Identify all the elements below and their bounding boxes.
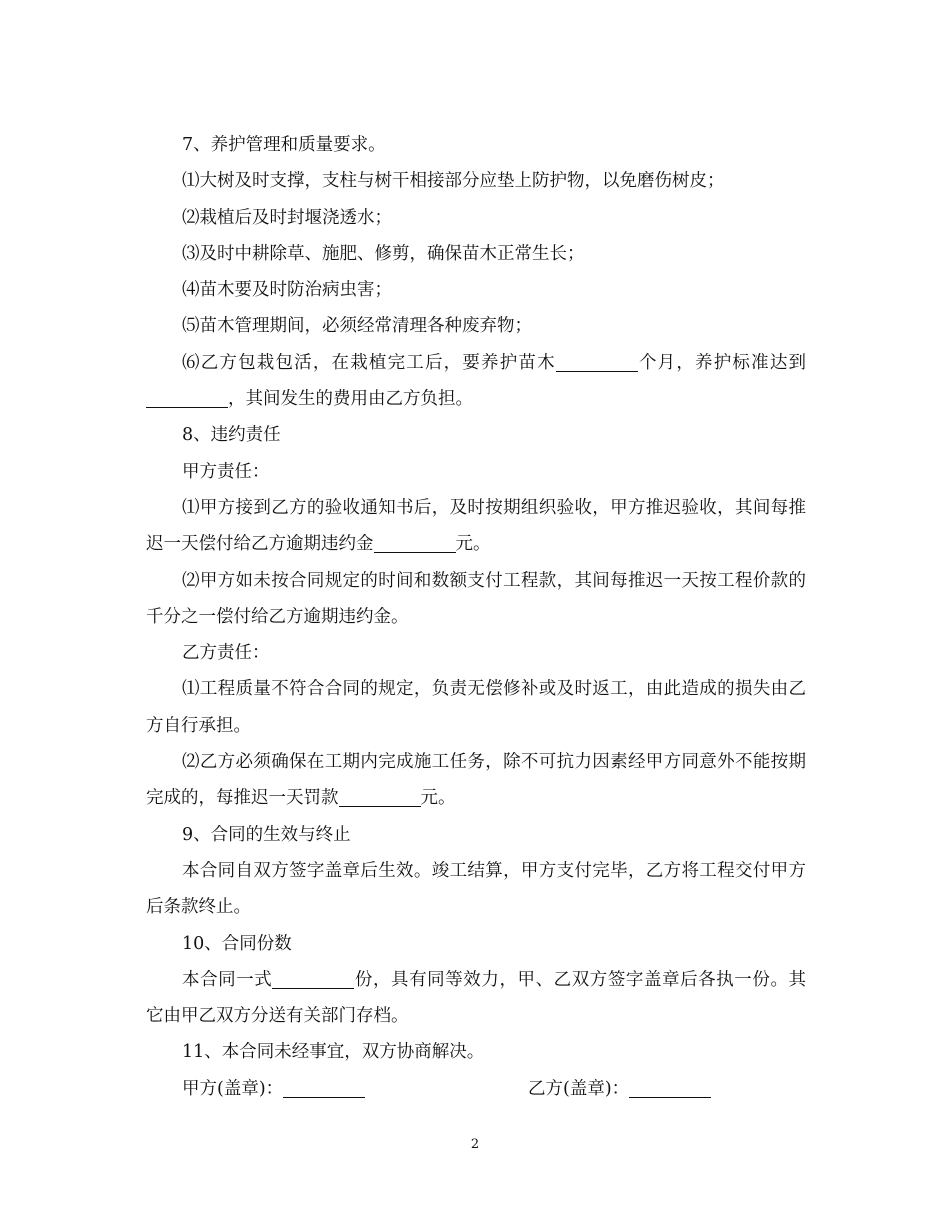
section-9-text: 本合同自双方签字盖章后生效。竣工结算，甲方支付完毕，乙方将工程交付甲方后条款终止。 [146,860,806,918]
section-11-text: 11、本合同未经事宜，双方协商解决。 [182,1042,485,1063]
section-7-item-2: ⑵栽植后及时封堰浇透水； [182,207,392,228]
party-a-signature-blank [283,1077,365,1098]
party-a-responsibility-title: 甲方责任： [182,461,270,482]
section-8-title: 8、违约责任 [182,425,281,446]
section-7-title: 7、养护管理和质量要求。 [182,135,386,155]
section-10-text-2: 份，具有同等效力，甲、乙双方签字盖章后各执一份。其它由甲乙双方分送有关部门存档。 [146,969,807,1027]
item-6-text-3: ，其间发生的费用由乙方负担。 [228,389,473,410]
section-7-item-3: ⑶及时中耕除草、施肥、修剪，确保苗木正常生长； [182,243,585,264]
party-b-item-2-text: ⑵乙方必须确保在工期内完成施工任务，除不可抗力因素经甲方同意外不能按期完成的，每推迟一天罚款 [146,752,806,809]
fill-blank-delay-fine [339,786,421,807]
party-b-item-1: ⑴工程质量不符合合同的规定，负责无偿修补或及时返工，由此造成的损失由乙方自行承担。 [146,679,806,736]
party-a-item-1 [146,490,806,563]
party-b-item-2 [146,744,806,817]
party-a-item-1-unit: 元。 [455,534,491,555]
party-b-seal-label: 乙方(盖章)： [528,1078,630,1099]
fill-blank-maintenance-months [556,351,638,372]
item-6-text-1: ⑹乙方包栽包活，在栽植完工后，要养护苗木 [182,352,556,373]
party-a-item-2: ⑵甲方如未按合同规定的时间和数额支付工程款，其间每推迟一天按工程价款的千分之一偿付给乙方逾期违约金。 [146,570,806,627]
signature-row [146,1071,806,1107]
party-a-signature [182,1071,365,1107]
party-b-responsibility-title: 乙方责任： [182,643,270,664]
section-10-title: 10、合同份数 [182,933,292,954]
section-7-item-4: ⑷苗木要及时防治病虫害； [182,280,392,301]
page-number: 2 [470,1137,480,1152]
party-b-signature [528,1071,711,1107]
party-a-seal-label: 甲方(盖章)： [182,1078,284,1099]
section-7-item-5: ⑸苗木管理期间，必须经常清理各种废弃物； [182,316,532,337]
section-9-title: 9、合同的生效与终止 [182,824,351,845]
section-7-item-6 [146,345,806,418]
fill-blank-late-acceptance-penalty [374,532,456,553]
section-10-text [146,962,806,1035]
section-7-item-1: ⑴大树及时支撑，支柱与树干相接部分应垫上防护物，以免磨伤树皮； [182,171,725,192]
party-a-item-1-text: ⑴甲方接到乙方的验收通知书后，及时按期组织验收，甲方推迟验收，其间每推迟一天偿付给乙方逾期违约金 [146,497,806,555]
section-10-text-1: 本合同一式 [182,969,273,990]
fill-blank-maintenance-standard [146,387,228,408]
item-6-text-2: 个月，养护标准达到 [637,352,807,373]
party-b-item-2-unit: 元。 [420,788,456,809]
party-b-signature-blank [629,1077,711,1098]
contract-body [146,127,806,1107]
fill-blank-copies [272,968,354,989]
